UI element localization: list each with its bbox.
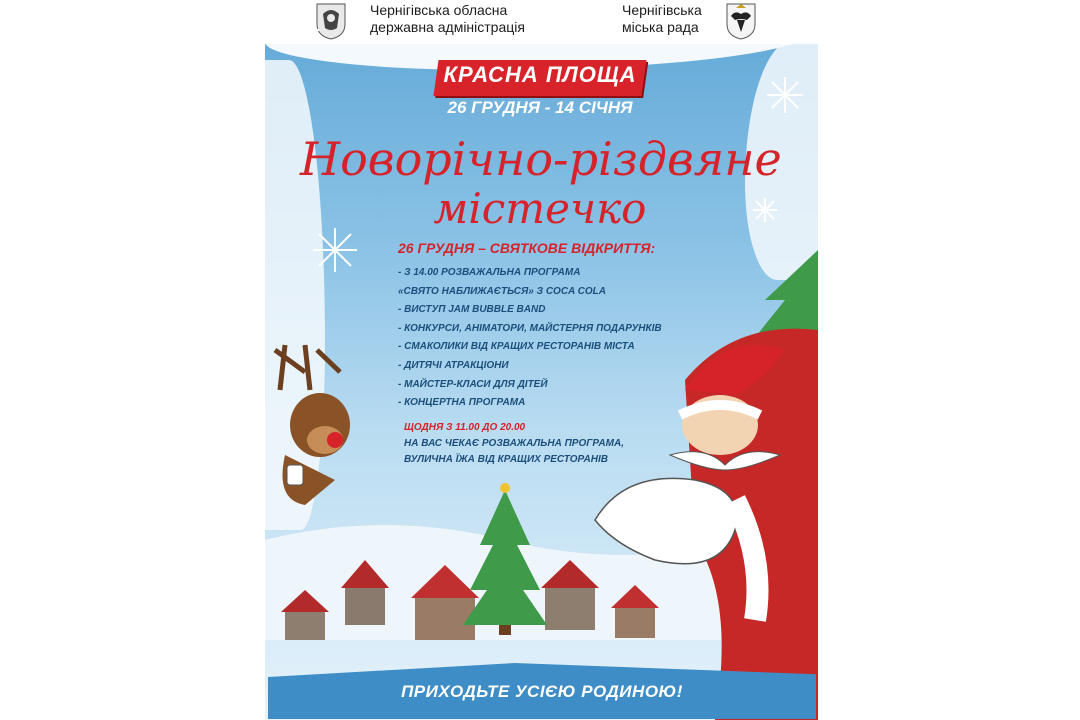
daily-hours: ЩОДНЯ З 11.00 ДО 20.00	[404, 422, 526, 433]
venue-label: КРАСНА ПЛОЩА	[443, 62, 637, 87]
program-item: - КОНЦЕРТНА ПРОГРАМА	[398, 397, 526, 409]
program-item: - МАЙСТЕР-КЛАСИ ДЛЯ ДІТЕЙ	[398, 378, 548, 390]
footer-slogan: ПРИХОДЬТЕ УСІЄЮ РОДИНОЮ!	[401, 682, 683, 701]
right-org-line-2: міська рада	[622, 19, 699, 35]
daily-info-line-2: ВУЛИЧНА ЇЖА ВІД КРАЩИХ РЕСТОРАНІВ	[404, 454, 609, 465]
left-org-line-1: Чернігівська обласна	[370, 2, 508, 18]
reindeer-icon	[275, 345, 350, 505]
program-item: - СМАКОЛИКИ ВІД КРАЩИХ РЕСТОРАНІВ МІСТА	[398, 341, 635, 353]
event-title-line-1: Новорічно-різдвяне	[300, 132, 782, 186]
program-item: - З 14.00 РОЗВАЖАЛЬНА ПРОГРАМА	[398, 267, 581, 278]
program-item: - ДИТЯЧІ АТРАКЦІОНИ	[398, 359, 509, 371]
event-dates: 26 ГРУДНЯ - 14 СІЧНЯ	[447, 98, 633, 117]
program-item: - КОНКУРСИ, АНІМАТОРИ, МАЙСТЕРНЯ ПОДАРУНКІВ	[398, 322, 662, 334]
left-org-line-2: державна адміністрація	[370, 19, 525, 35]
opening-heading: 26 ГРУДНЯ – СВЯТКОВЕ ВІДКРИТТЯ:	[398, 240, 656, 256]
event-title-line-2: містечко	[433, 184, 647, 233]
program-list	[398, 264, 662, 413]
program-item: - ВИСТУП JAM BUBBLE BAND	[398, 304, 546, 316]
program-item: «СВЯТО НАБЛИЖАЄТЬСЯ» З COCA COLA	[398, 285, 607, 297]
daily-info-line-1: НА ВАС ЧЕКАЄ РОЗВАЖАЛЬНА ПРОГРАМА,	[404, 438, 624, 449]
daily-info	[404, 436, 624, 468]
right-org-line-1: Чернігівська	[622, 2, 702, 18]
